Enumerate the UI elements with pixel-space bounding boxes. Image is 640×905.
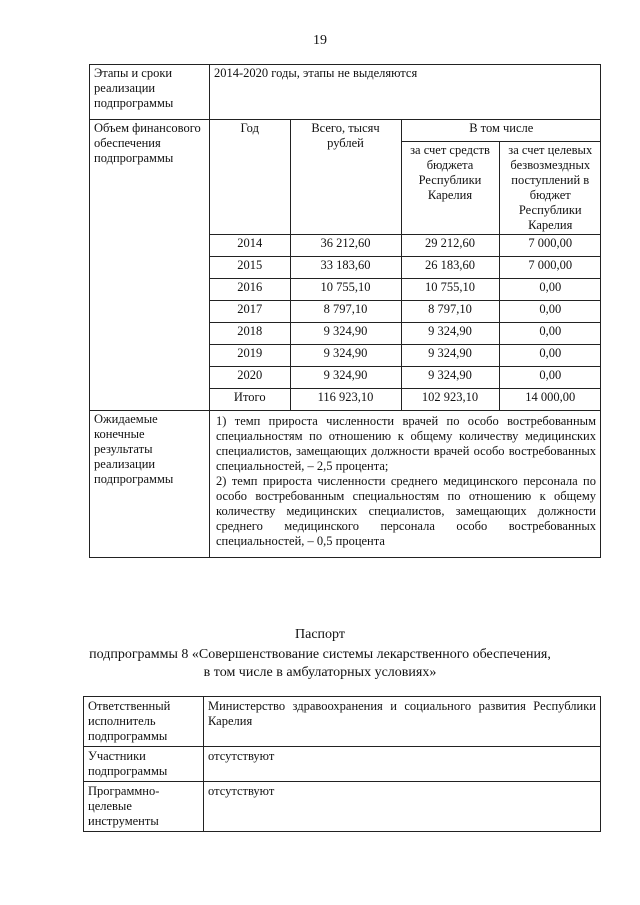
total-cell: 9 324,90 xyxy=(290,345,401,367)
year-cell: 2017 xyxy=(210,301,290,323)
table-row xyxy=(210,323,601,345)
total-cell: 8 797,10 xyxy=(290,301,401,323)
year-cell: Итого xyxy=(210,389,290,411)
participants-label: Участники подпрограммы xyxy=(84,747,204,782)
result-item: 1) темп прироста численности врачей по особо востребованным специальностям по отношению к общему количеству медицинских специалистов, замещающих должности врачей особо востребованных специальностей, – 2,5 процента; xyxy=(216,414,596,473)
year-cell: 2014 xyxy=(210,235,290,257)
responsible-row xyxy=(84,697,601,747)
subprogram-passport-table xyxy=(89,64,601,558)
instruments-value: отсутствуют xyxy=(204,782,601,832)
budget-cell: 29 212,60 xyxy=(401,235,499,257)
participants-row xyxy=(84,747,601,782)
passport-table-8 xyxy=(83,696,601,832)
targeted-cell: 0,00 xyxy=(499,279,601,301)
passport-subtitle-line1: подпрограммы 8 «Совершенствование системы лекарственного обеспечения, xyxy=(89,647,551,662)
table-row xyxy=(210,301,601,323)
budget-cell: 8 797,10 xyxy=(401,301,499,323)
year-cell: 2018 xyxy=(210,323,290,345)
stages-label: Этапы и сроки реализации подпрограммы xyxy=(90,65,210,120)
instruments-label: Программно-целевые инструменты xyxy=(84,782,204,832)
header-budget: за счет средств бюджета Республики Карелия xyxy=(401,142,499,235)
total-row xyxy=(210,389,601,411)
instruments-row xyxy=(84,782,601,832)
budget-cell: 9 324,90 xyxy=(401,323,499,345)
total-cell: 9 324,90 xyxy=(290,323,401,345)
budget-cell: 9 324,90 xyxy=(401,345,499,367)
passport-subtitle-line2: в том числе в амбулаторных условиях» xyxy=(203,665,437,680)
table-row xyxy=(210,345,601,367)
table-row xyxy=(210,367,601,389)
targeted-cell: 0,00 xyxy=(499,323,601,345)
results-label: Ожидаемые конечные результаты реализации подпрограммы xyxy=(90,411,210,558)
funding-table xyxy=(210,120,601,410)
total-cell: 36 212,60 xyxy=(290,235,401,257)
header-total: Всего, тысяч рублей xyxy=(290,120,401,235)
funding-row xyxy=(90,120,601,411)
targeted-cell: 0,00 xyxy=(499,345,601,367)
table-row xyxy=(210,235,601,257)
results-row xyxy=(90,411,601,558)
stages-row xyxy=(90,65,601,120)
funding-label: Объем финансового обеспечения подпрограммы xyxy=(90,120,210,411)
total-cell: 33 183,60 xyxy=(290,257,401,279)
year-cell: 2015 xyxy=(210,257,290,279)
year-cell: 2020 xyxy=(210,367,290,389)
budget-cell: 26 183,60 xyxy=(401,257,499,279)
targeted-cell: 7 000,00 xyxy=(499,257,601,279)
budget-cell: 9 324,90 xyxy=(401,367,499,389)
targeted-cell: 0,00 xyxy=(499,301,601,323)
funding-cell xyxy=(210,120,601,411)
targeted-cell: 14 000,00 xyxy=(499,389,601,411)
targeted-cell: 0,00 xyxy=(499,367,601,389)
header-targeted: за счет целевых безвозмездных поступлений в бюджет Республики Карелия xyxy=(499,142,601,235)
header-including: В том числе xyxy=(401,120,601,142)
responsible-label: Ответственный исполнитель подпрограммы xyxy=(84,697,204,747)
result-item: 2) темп прироста численности среднего медицинского персонала по особо востребованным специальностям по отношению к общему количеству медицинских специалистов, замещающих должности среднего медицинского персонала особо востребованных специальностей, – 0,5 процента xyxy=(216,474,596,548)
stages-value: 2014-2020 годы, этапы не выделяются xyxy=(210,65,601,120)
year-cell: 2019 xyxy=(210,345,290,367)
total-cell: 116 923,10 xyxy=(290,389,401,411)
table-row xyxy=(210,279,601,301)
budget-cell: 102 923,10 xyxy=(401,389,499,411)
budget-cell: 10 755,10 xyxy=(401,279,499,301)
header-year: Год xyxy=(210,120,290,235)
page-number: 19 xyxy=(313,33,327,48)
funding-header-row xyxy=(210,120,601,142)
participants-value: отсутствуют xyxy=(204,747,601,782)
total-cell: 10 755,10 xyxy=(290,279,401,301)
results-value xyxy=(210,411,601,558)
year-cell: 2016 xyxy=(210,279,290,301)
passport-title: Паспорт xyxy=(295,627,345,642)
table-row xyxy=(210,257,601,279)
total-cell: 9 324,90 xyxy=(290,367,401,389)
targeted-cell: 7 000,00 xyxy=(499,235,601,257)
responsible-value: Министерство здравоохранения и социального развития Республики Карелия xyxy=(204,697,601,747)
